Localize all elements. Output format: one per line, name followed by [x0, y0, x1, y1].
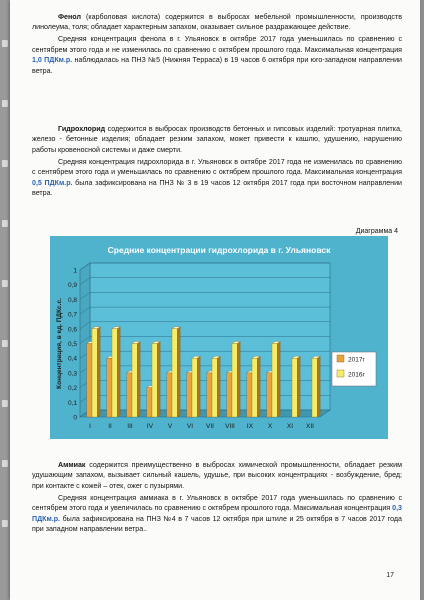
binding-hole: [2, 280, 8, 287]
legend-entry: 2017г: [348, 356, 365, 364]
x-tick-label: X: [267, 423, 273, 430]
hydrochloride-section: [32, 124, 402, 200]
bar-2017г-III: [127, 373, 132, 417]
bar-2016г-IV: [152, 344, 157, 418]
bar-side: [157, 342, 160, 418]
phenol-max-value: 1,0 ПДКм.р.: [32, 56, 73, 65]
bar-2016г-IX: [252, 358, 257, 417]
phenol-concentration-paragraph: Средняя концентрация фенола в г. Ульяновск в октябре 2017 года уменьшилась по сравнению с сентябрем этого года и не изменилась по сравнению с октябрем прошлого года. Максимальная концентрация 1,0 ПДКм.р. наблюдалась на ПНЗ №5 (Нижняя Терраса) в 19 часов 6 октября при юго-западном направлении ветра.: [32, 35, 402, 75]
bar-2017г-V: [167, 373, 172, 417]
bar-side: [277, 342, 280, 418]
bar-2016г-VIII: [232, 344, 237, 418]
binding-hole: [2, 160, 8, 167]
x-tick-label: V: [167, 423, 173, 430]
y-tick-label: 0,6: [67, 326, 77, 334]
binding-hole: [2, 520, 8, 527]
bar-2016г-VII: [212, 358, 217, 417]
bar-side: [177, 327, 180, 417]
legend-swatch: [337, 355, 344, 362]
document-page: [10, 0, 420, 600]
bar-side: [297, 356, 300, 417]
bar-side: [97, 327, 100, 417]
y-tick-label: 0,8: [67, 296, 77, 304]
bar-side: [237, 342, 240, 418]
bar-2016г-X: [272, 344, 277, 418]
bar-2017г-IV: [147, 388, 152, 417]
ammonia-concentration-paragraph: Средняя концентрация аммиака в г. Ульяновск в октябре 2017 года уменьшилась по сравнению с сентябрем этого года и увеличилась по сравнению с октябрем прошлого года. Максимальная концентрация 0,3 ПДКм.р. была зафиксирована на ПНЗ №4 в 7 часов 12 октября при штиле и 25 октября в 7 часов 2017 года при западном направлении ветра..: [32, 493, 402, 533]
binding-hole: [2, 460, 8, 467]
bar-2016г-VI: [192, 358, 197, 417]
phenol-paragraph: Фенол (карболовая кислота) содержится в выбросах мебельной промышленности, производств линолеума, толя; обладает характерным запахом, оказывает сильное раздражающее действие.: [32, 13, 402, 32]
y-tick-label: 0,2: [67, 385, 77, 393]
binding-hole: [2, 220, 8, 227]
binding-hole: [2, 400, 8, 407]
bar-2017г-I: [87, 344, 92, 418]
bar-side: [217, 356, 220, 417]
legend-entry: 2016г: [348, 371, 365, 379]
binding-hole: [2, 100, 8, 107]
ammonia-section: [32, 460, 402, 536]
hydrochloride-chart: [50, 236, 388, 439]
y-axis-label: Концентрация, в ед. ПДКс.с.: [56, 298, 63, 389]
y-tick-label: 0,5: [67, 341, 77, 348]
bar-2016г-V: [172, 329, 177, 417]
hydrochloride-paragraph: Гидрохлорид содержится в выбросах производств бетонных и гипсовых изделий: тротуарная плитка, железо - бетонные изделия; обладает резким запахом, может привести к кашлю, удушению, нарушению работы кровеносной системы и даже смерти.: [32, 125, 402, 154]
x-tick-label: VI: [186, 423, 194, 430]
x-tick-label: I: [89, 423, 91, 430]
y-tick-label: 0,3: [67, 370, 77, 378]
x-tick-label: III: [127, 423, 133, 430]
diagram-caption: Диаграмма 4: [355, 228, 398, 235]
bar-2016г-XII: [312, 358, 317, 417]
bar-2017г-IX: [247, 373, 252, 417]
bar-2017г-X: [267, 373, 272, 417]
ammonia-max-value: 0,3 ПДКм.р.: [32, 504, 402, 523]
x-tick-label: IV: [146, 423, 154, 430]
chart-svg: [50, 236, 388, 439]
x-tick-label: XI: [286, 423, 294, 430]
ammonia-paragraph: Аммиак содержится преимущественно в выбросах химической промышленности, обладает резким удушающим запахом, вызывает сильный кашель, удушье, при высоких концентрациях - возбуждение, бред; при контакте с кожей – отек, ожег с пузырями.: [32, 461, 402, 490]
bar-2016г-I: [92, 329, 97, 417]
x-tick-label: IX: [246, 423, 254, 430]
binding-hole: [2, 340, 8, 347]
y-tick-label: 0,4: [67, 355, 77, 363]
bar-side: [117, 327, 120, 417]
x-tick-label: II: [108, 423, 112, 430]
y-tick-label: 0,7: [67, 311, 77, 319]
chart-title: Средние концентрации гидрохлорида в г. Ульяновск: [107, 245, 331, 255]
hydrochloride-concentration-paragraph: Средняя концентрация гидрохлорида в г. Ульяновск в октябре 2017 года не изменилась по сравнению с сентябрем этого года и уменьшилась по сравнению с октябрем прошлого года. Максимальная концентрация 0,5 ПДКм.р. была зафиксирована на ПНЗ № 3 в 19 часов 12 октября 2017 года при восточном направлении ветра.: [32, 157, 402, 197]
binding-hole: [2, 40, 8, 47]
scan-binding-strip: [0, 0, 10, 600]
phenol-section: [32, 12, 402, 77]
x-tick-label: XII: [306, 423, 314, 430]
bar-2016г-XI: [292, 358, 297, 417]
y-tick-label: 0,9: [67, 282, 77, 290]
bar-side: [257, 356, 260, 417]
bar-2017г-VI: [187, 373, 192, 417]
y-tick-label: 0,1: [67, 399, 77, 407]
bar-2017г-VIII: [227, 373, 232, 417]
bar-2016г-II: [112, 329, 117, 417]
bar-2017г-VII: [207, 373, 212, 417]
y-tick-label: 0: [73, 414, 77, 422]
bar-side: [197, 356, 200, 417]
legend-swatch: [337, 370, 344, 377]
bar-2016г-III: [132, 344, 137, 418]
bar-side: [137, 342, 140, 418]
x-tick-label: VII: [206, 423, 214, 430]
bar-2017г-II: [107, 358, 112, 417]
page-number: 17: [386, 572, 394, 579]
bar-side: [317, 356, 320, 417]
x-tick-label: VIII: [225, 423, 235, 430]
y-tick-label: 1: [73, 267, 77, 275]
hydrochloride-max-value: 0,5 ПДКм.р.: [32, 178, 73, 187]
